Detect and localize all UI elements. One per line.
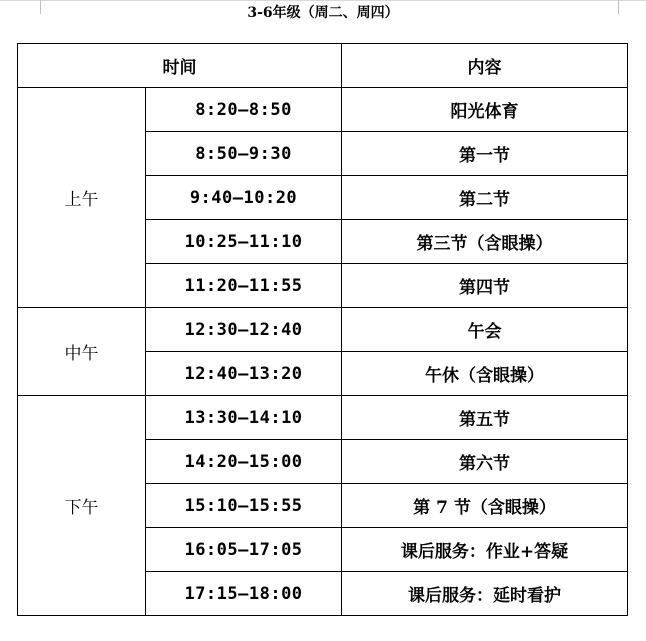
time-cell: 16:05—17:05 (146, 528, 342, 572)
period-label: 下午 (18, 396, 146, 616)
time-cell: 14:20—15:00 (146, 440, 342, 484)
time-cell: 15:10—15:55 (146, 484, 342, 528)
document-title: 3-6年级（周二、周四） (247, 5, 399, 21)
time-cell: 17:15—18:00 (146, 572, 342, 616)
table-header-row (18, 44, 628, 88)
time-cell: 8:20—8:50 (146, 88, 342, 132)
time-cell: 8:50—9:30 (146, 132, 342, 176)
content-cell: 第一节 (342, 132, 628, 176)
content-cell: 第六节 (342, 440, 628, 484)
period-label: 上午 (18, 88, 146, 308)
time-cell: 10:25—11:10 (146, 220, 342, 264)
content-cell: 阳光体育 (342, 88, 628, 132)
period-label: 中午 (18, 308, 146, 396)
header-time: 时间 (18, 44, 342, 88)
content-cell: 课后服务：作业+答疑 (342, 528, 628, 572)
content-cell: 第五节 (342, 396, 628, 440)
content-cell: 第二节 (342, 176, 628, 220)
schedule-body (18, 88, 628, 616)
content-cell: 午休（含眼操） (342, 352, 628, 396)
content-cell: 第 7 节（含眼操） (342, 484, 628, 528)
content-cell: 第四节 (342, 264, 628, 308)
header-content: 内容 (342, 44, 628, 88)
content-cell: 午会 (342, 308, 628, 352)
schedule-table (17, 43, 628, 616)
time-cell: 12:30—12:40 (146, 308, 342, 352)
table-row (18, 88, 628, 132)
content-cell: 第三节（含眼操） (342, 220, 628, 264)
table-row (18, 308, 628, 352)
time-cell: 12:40—13:20 (146, 352, 342, 396)
table-row (18, 396, 628, 440)
content-cell: 课后服务：延时看护 (342, 572, 628, 616)
time-cell: 9:40—10:20 (146, 176, 342, 220)
time-cell: 13:30—14:10 (146, 396, 342, 440)
time-cell: 11:20—11:55 (146, 264, 342, 308)
